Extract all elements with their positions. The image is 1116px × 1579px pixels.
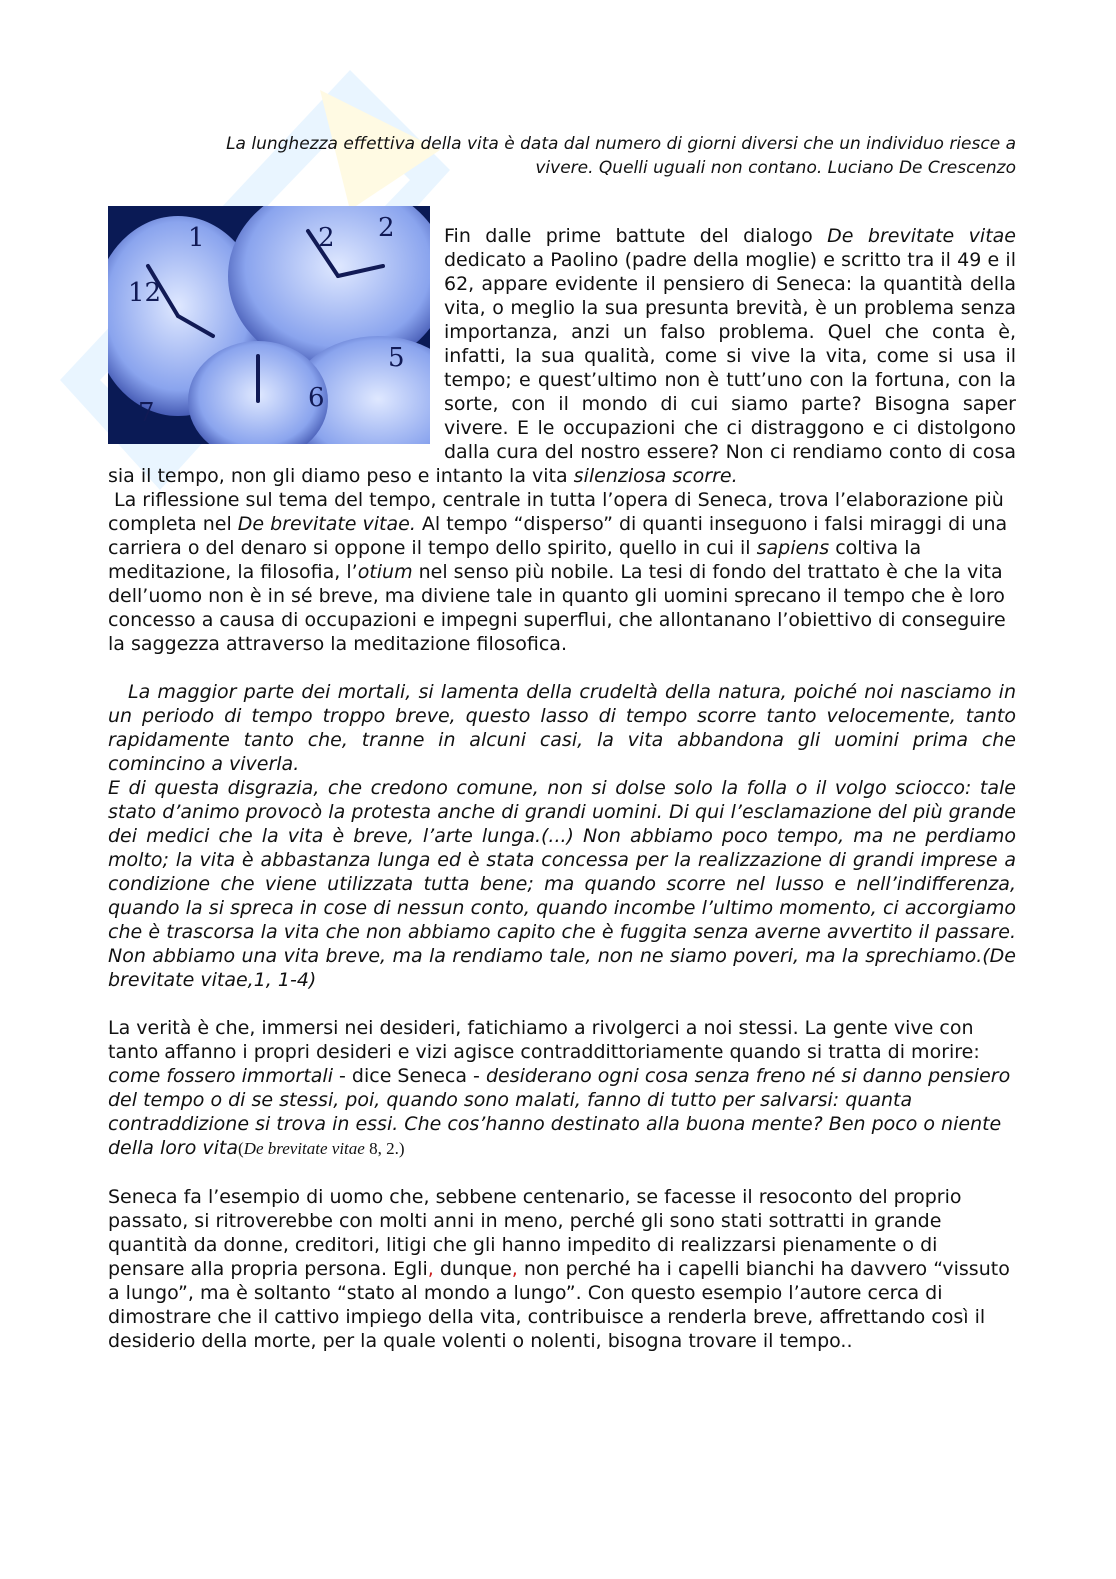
clocks-photo — [108, 206, 430, 444]
article-body — [108, 213, 1016, 1353]
paragraph-2 — [108, 488, 1016, 656]
svg-text:5: 5 — [388, 343, 405, 373]
p4-text-b: dunque — [433, 1258, 512, 1280]
svg-text:7: 7 — [138, 398, 155, 428]
p2-text-a: La riflessione sul tema del tempo, centrale in tutta l’opera di Seneca, trova l’elaborazione più completa nel — [108, 489, 1004, 535]
epigraph-line-2: vivere. Quelli uguali non contano. Luciano De Crescenzo — [535, 158, 1016, 178]
p3-citation — [238, 1139, 405, 1158]
quote-paragraph-1: La maggior parte dei mortali, si lamenta della crudeltà della natura, poiché noi nasciamo in un periodo di tempo troppo breve, questo lasso di tempo scorre tanto velocemente, tanto rapidamente tanto che, tranne in alcuni casi, la vita abbandona gli uomini prima che comincino a viverla. — [108, 681, 1016, 775]
svg-text:6: 6 — [308, 383, 325, 413]
p3-text-b: - dice Seneca - — [332, 1065, 486, 1087]
p2-title: De brevitate vitae. — [237, 513, 416, 535]
p2-text-c: coltiva la meditazione, la filosofia, l’ — [108, 537, 922, 583]
p4-red-comma-1: , — [427, 1258, 434, 1280]
p2-sapiens: sapiens — [756, 537, 830, 559]
quote-paragraph-2: E di questa disgrazia, che credono comune, non si dolse solo la folla o il volgo sciocco: tale stato d’animo provocò la protesta anche di grandi uomini. Di qui l’esclamazione del più grande dei medici che la vita è breve, l’arte lunga.(...) Non abbiamo poco tempo, ma ne perdiamo molto; la vita è abbastanza lunga ed è stata concessa per la realizzazione di grandi imprese a condizione che viene utilizzata tutta bene; ma quando scorre nel lusso e nell’indifferenza, quando la si spreca in cose di nessun conto, quando incombe l’ultimo momento, ci accorgiamo che è trascorsa la vita che non abbiamo capito che è fuggita senza averne avvertito il passare. Non abbiamo una vita breve, ma la rendiamo tale, non ne siamo poveri, ma la sprechiamo.(De brevitate vitae,1, 1-4) — [108, 777, 1016, 991]
p3-cite-ref: 8, 2.) — [364, 1139, 405, 1158]
p1-text-b: dedicato a Paolino (padre della moglie) e scritto tra il 49 e il 62, appare evidente il pensiero di Seneca: la quantità della vita, o meglio la sua presunta brevità, è un problema senza importanza, anzi un falso problema. Quel che conta è, infatti, la sua qualità, come si vive la vita, come si usa il tempo; e quest’ultimo non è tutt’uno con la fortuna, con la sorte, con il mondo di cui siamo parte? Bisogna saper vivere. E le occupazioni che ci distraggono e ci distolgono dalla cura del nostro essere? Non ci rendiamo conto di cosa sia il tempo, non gli diamo peso e intanto la vita — [108, 249, 1016, 487]
svg-text:2: 2 — [378, 213, 395, 243]
p3-italic-1: come fossero immortali — [108, 1065, 333, 1087]
p4-text-c: non perché ha i capelli bianchi ha davvero “vissuto a lungo”, ma è soltanto “stato al mondo a lungo”. Con questo esempio l’autore cerca di dimostrare che il cattivo impiego della vita, contribuisce a renderla breve, affrettando così il desiderio della morte, per la quale volenti o nolenti, bisogna trovare il tempo.. — [108, 1258, 1010, 1352]
p3-cite-title: De brevitate vitae — [243, 1139, 365, 1158]
p1-italic-end: silenziosa scorre. — [573, 465, 738, 487]
p1-text-a: Fin dalle prime battute del dialogo — [444, 225, 828, 247]
paragraph-4 — [108, 1185, 1016, 1353]
p2-otium: otium — [357, 561, 413, 583]
p3-text-a: La verità è che, immersi nei desideri, fatichiamo a rivolgerci a noi stessi. La gente vive con tanto affanno i propri desideri e vizi agisce contraddittoriamente quando si tratta di morire: — [108, 1017, 980, 1063]
epigraph — [128, 132, 1016, 180]
p3-cite-open: ( — [238, 1139, 244, 1158]
p4-red-comma-2: , — [511, 1258, 518, 1280]
epigraph-line-1: La lunghezza effettiva della vita è data dal numero di giorni diversi che un individuo riesce a — [226, 134, 1016, 154]
p1-title: De brevitate vitae — [827, 225, 1016, 247]
paragraph-3 — [108, 1016, 1016, 1161]
svg-text:2: 2 — [318, 223, 335, 253]
svg-text:1: 1 — [188, 223, 205, 253]
p3-italic-2: desiderano ogni cosa senza freno né si danno pensiero del tempo o di se stessi, poi, quando sono malati, fanno di tutto per salvarsi: quanta contraddizione si trova in essi. Che cos’hanno destinato alla buona mente? Ben poco o niente della loro vita — [108, 1065, 1011, 1159]
clocks-photo-icon — [108, 206, 430, 444]
svg-text:12: 12 — [128, 278, 162, 308]
p2-text-d: nel senso più nobile. La tesi di fondo del trattato è che la vita dell’uomo non è in sé breve, ma diviene tale in quanto gli uomini sprecano il tempo che è loro concesso a causa di occupazioni e impegni superflui, che allontanano l’obiettivo di conseguire la saggezza attraverso la meditazione filosofica. — [108, 561, 1006, 655]
p2-text-b: Al tempo “disperso” di quanti inseguono i falsi miraggi di una carriera o del denaro si oppone il tempo dello spirito, quello in cui il — [108, 513, 1008, 559]
p4-text-a: Seneca fa l’esempio di uomo che, sebbene centenario, se facesse il resoconto del proprio passato, si ritroverebbe con molti anni in meno, perché gli sono stati sottratti in grande quantità da donne, creditori, litigi che gli hanno impedito di realizzarsi pienamente o di pensare alla propria persona. Egli — [108, 1186, 962, 1280]
